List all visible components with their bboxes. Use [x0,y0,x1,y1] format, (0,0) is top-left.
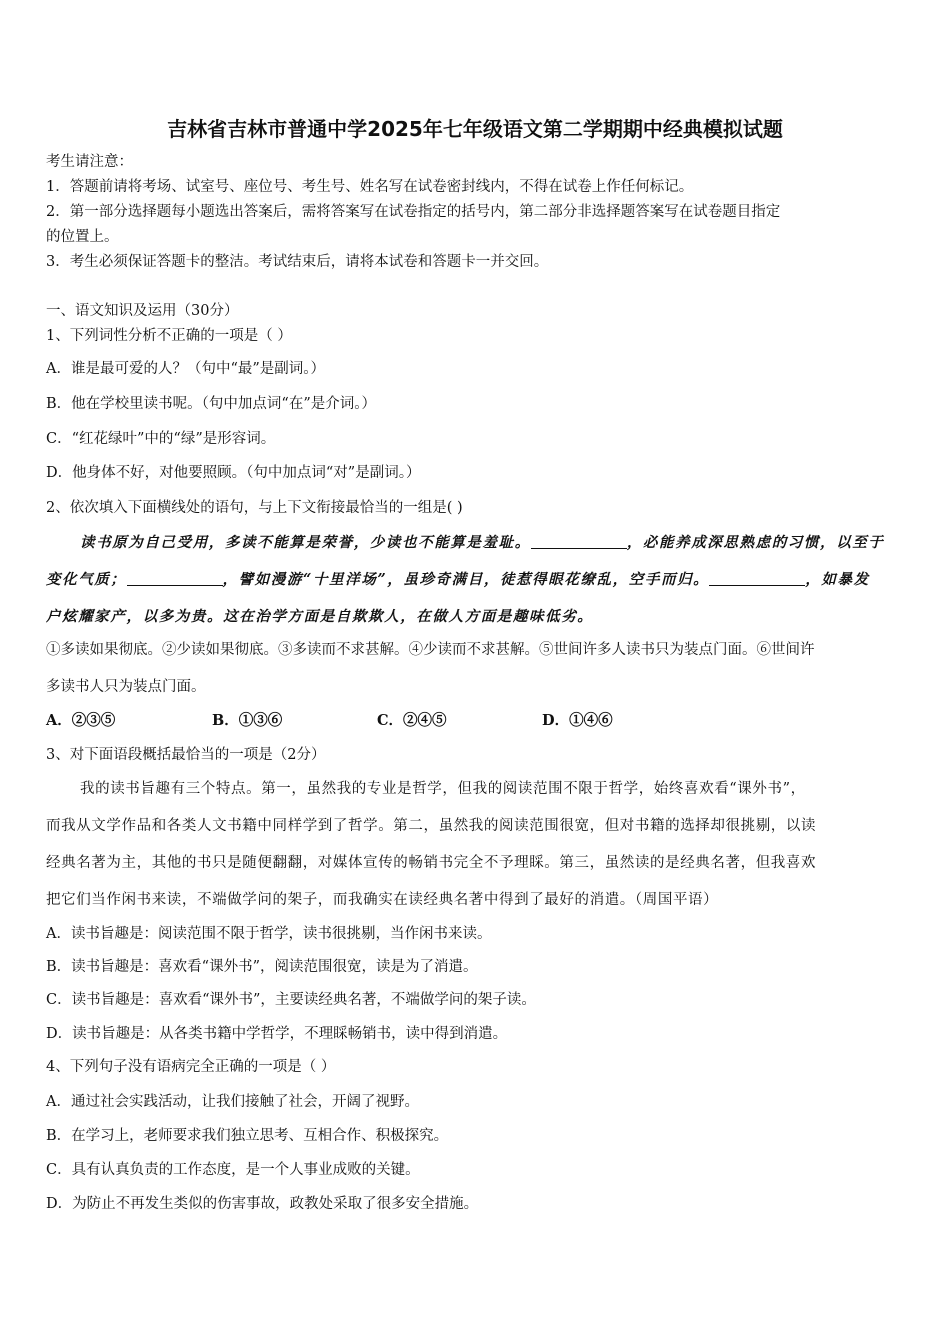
q2-passage-text: 读书原为自己受用，多读不能算是荣誉，少读也不能算是羞耻。 [80,534,531,551]
q2-option-a: A．②③⑤ [46,712,116,729]
q4-option-d: D．为防止不再发生类似的伤害事故，政教处采取了很多安全措施。 [46,1196,479,1212]
q1-option-b: B．他在学校里读书呢。（句中加点词“在”是介词。） [46,396,376,412]
fill-blank [127,571,223,586]
q2-choices-line: ①多读如果彻底。②少读如果彻底。③多读而不求甚解。④少读而不求甚解。⑤世间许多人读书只为装点门面。⑥世间许 [46,642,815,658]
question-2-stem: 2、依次填入下面横线处的语句，与上下文衔接最恰当的一组是( ) [46,500,463,516]
notice-item: 3．考生必须保证答题卡的整洁。考试结束后，请将本试卷和答题卡一并交回。 [46,254,549,270]
q3-option-b: B．读书旨趣是：喜欢看“课外书”，阅读范围很宽，读是为了消遣。 [46,959,478,975]
q1-option-a: A．谁是最可爱的人？（句中“最”是副词。） [46,361,326,377]
q2-passage-text: 变化气质； [46,571,127,588]
q2-option-c: C．②④⑤ [377,712,447,729]
q3-passage-line: 而我从文学作品和各类人文书籍中同样学到了哲学。第二，虽然我的阅读范围很宽，但对书籍的选择却很挑剔，以读 [46,818,817,834]
notice-item: 的位置上。 [46,229,119,245]
q1-option-d: D．他身体不好，对他要照顾。（句中加点词“对”是副词。） [46,465,421,481]
q2-passage-text: ，如暴发 [805,571,870,588]
question-4-stem: 4、下列句子没有语病完全正确的一项是（ ） [46,1059,336,1075]
notice-heading: 考生请注意： [46,154,133,170]
q4-option-a: A．通过社会实践活动，让我们接触了社会，开阔了视野。 [46,1094,419,1110]
q2-passage-line [46,570,870,590]
question-1-stem: 1、下列词性分析不正确的一项是（ ） [46,328,292,344]
q2-passage-text: ，必能养成深思熟虑的习惯，以至于 [626,534,885,551]
q2-choices-line: 多读书人只为装点门面。 [46,679,206,695]
q2-passage-line [80,533,884,553]
q4-option-c: C．具有认真负责的工作态度，是一个人事业成败的关键。 [46,1162,420,1178]
q3-option-c: C．读书旨趣是：喜欢看“课外书”，主要读经典名著，不端做学问的架子读。 [46,992,536,1008]
q2-passage-text: ，譬如漫游“十里洋场”，虽珍奇满目，徒惹得眼花缭乱，空手而归。 [222,571,710,588]
q4-option-b: B．在学习上，老师要求我们独立思考、互相合作、积极探究。 [46,1128,449,1144]
q2-option-b: B．①③⑥ [212,712,283,729]
fill-blank [709,571,805,586]
question-3-stem: 3、对下面语段概括最恰当的一项是（2分） [46,747,326,763]
q3-passage-line: 经典名著为主，其他的书只是随便翻翻，对媒体宣传的畅销书完全不予理睬。第三，虽然读的是经典名著，但我喜欢 [46,855,817,871]
fill-blank [531,534,627,549]
notice-item: 2．第一部分选择题每小题选出答案后，需将答案写在试卷指定的括号内，第二部分非选择题答案写在试卷题目指定 [46,204,781,220]
q3-option-d: D．读书旨趣是：从各类书籍中学哲学，不理睬畅销书，读中得到消遣。 [46,1026,508,1042]
section-heading: 一、语文知识及运用（30分） [46,303,239,319]
exam-title: 吉林省吉林市普通中学2025年七年级语文第二学期期中经典模拟试题 [167,117,783,141]
q3-passage-line: 我的读书旨趣有三个特点。第一，虽然我的专业是哲学，但我的阅读范围不限于哲学，始终喜欢看“课外书”， [80,781,806,797]
q2-option-d: D．①④⑥ [542,712,613,729]
q2-passage-line: 户炫耀家产，以多为贵。这在治学方面是自欺欺人，在做人方面是趣味低劣。 [46,608,594,625]
q3-passage-line: 把它们当作闲书来读，不端做学问的架子，而我确实在读经典名著中得到了最好的消遣。（周国平语） [46,892,719,908]
q1-option-c: C．“红花绿叶”中的“绿”是形容词。 [46,431,276,447]
notice-item: 1．答题前请将考场、试室号、座位号、考生号、姓名写在试卷密封线内，不得在试卷上作任何标记。 [46,179,694,195]
q3-option-a: A．读书旨趣是：阅读范围不限于哲学，读书很挑剔，当作闲书来读。 [46,926,492,942]
